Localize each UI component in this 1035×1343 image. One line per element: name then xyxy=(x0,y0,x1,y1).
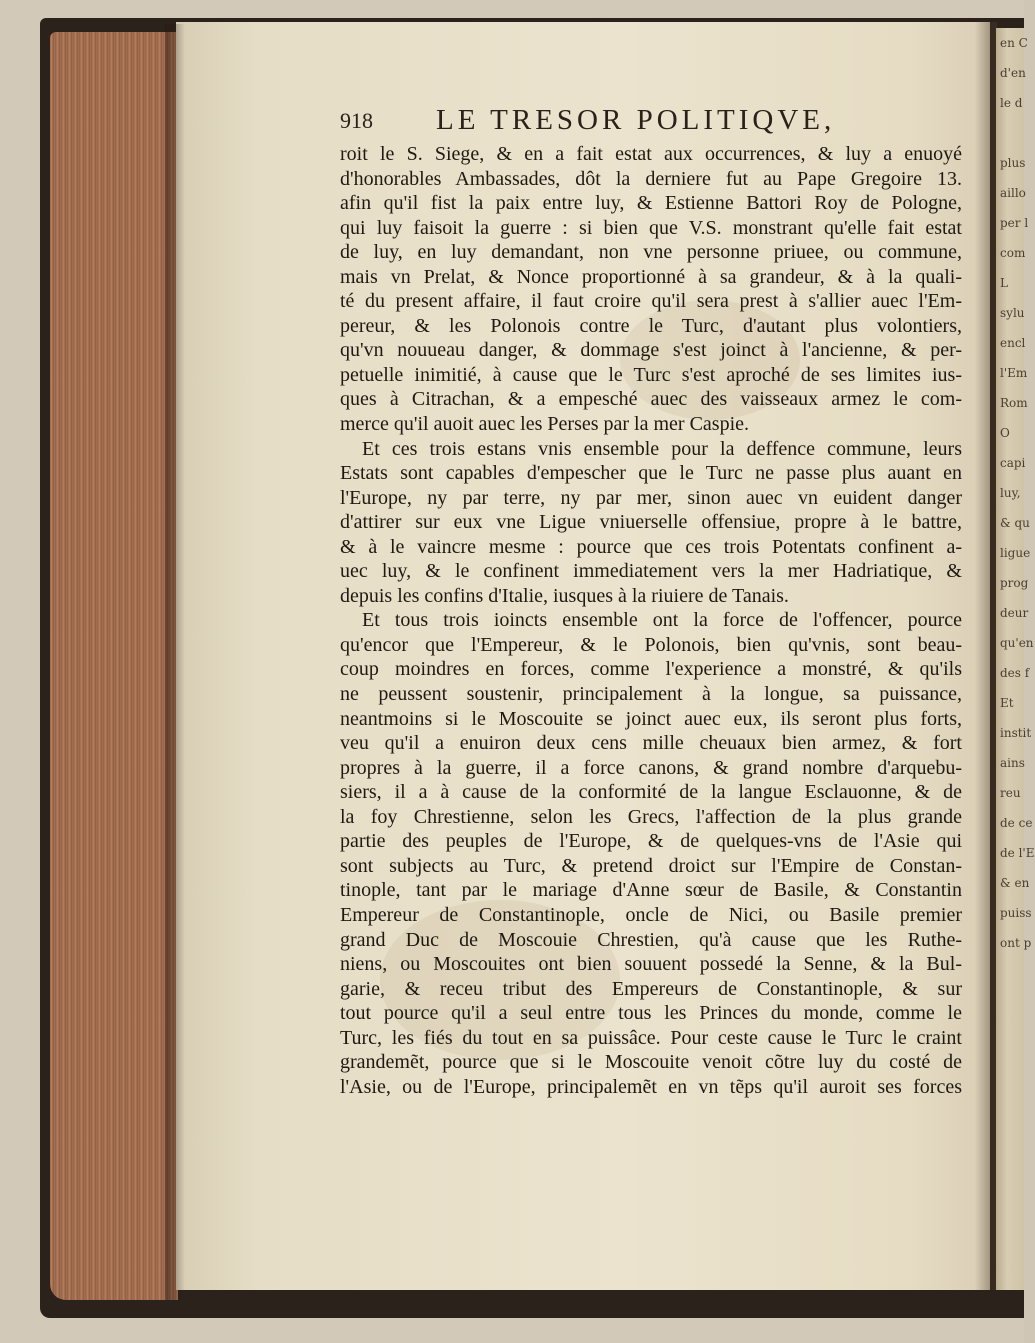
text-line: Estats sont capables d'empescher que le Turc ne passe plus auant en xyxy=(340,462,962,485)
text-line: grand Duc de Moscouie Chrestien, qu'à cause que les Ruthe- xyxy=(340,928,962,951)
text-line: niens, ou Moscouites ont bien souuent possedé la Senne, & la Bul- xyxy=(340,953,962,976)
adjacent-page-fragment: L xyxy=(1000,276,1008,290)
adjacent-page-fragment: d'en xyxy=(1000,66,1026,80)
text-line: merce qu'il auoit auec les Perses par la mer Caspie. xyxy=(340,413,750,436)
adjacent-page-strip xyxy=(996,28,1035,1290)
text-line: de luy, en luy demandant, non vne personne priuee, ou commune, xyxy=(340,241,962,264)
text-line: roit le S. Siege, & en a fait estat aux occurrences, & luy a enuoyé xyxy=(340,143,962,165)
adjacent-page-fragment: O xyxy=(1000,426,1010,440)
text-line: l'Europe, ny par terre, ny par mer, sinon auec vn euident danger xyxy=(340,486,962,509)
running-head: LE TRESOR POLITIQVE, xyxy=(436,104,836,136)
adjacent-page-fragment: Et xyxy=(1000,696,1014,710)
adjacent-page-fragment: ont p xyxy=(1000,936,1032,950)
adjacent-page-fragment: reu xyxy=(1000,786,1021,800)
adjacent-page-fragment: capi xyxy=(1000,456,1026,470)
text-line: & à le vaincre mesme : pource que ces trois Potentats confinent a- xyxy=(340,535,962,558)
adjacent-page-fragment: encl xyxy=(1000,336,1026,350)
text-line: d'honorables Ambassades, dôt la derniere fut au Pape Gregoire 13. xyxy=(340,167,962,190)
adjacent-page-fragment: en C xyxy=(1000,36,1028,50)
body-text xyxy=(340,142,962,1099)
text-line: ne peussent soustenir, principalement à la longue, sa puissance, xyxy=(340,683,962,706)
page-number: 918 xyxy=(340,108,373,133)
adjacent-page-fragment: instit xyxy=(1000,726,1032,740)
adjacent-page-fragment: l'Em xyxy=(1000,366,1028,380)
text-line: qu'encor que l'Empereur, & le Polonois, bien qu'vnis, sont beau- xyxy=(340,633,962,656)
adjacent-page-fragment: per l xyxy=(1000,216,1029,230)
page-block-edge xyxy=(50,32,178,1300)
text-line: uec luy, & le confinent immediatement vers la mer Hadriatique, & xyxy=(340,560,962,583)
text-line: veu qu'il a enuiron deux cens mille cheuaux bien armez, & fort xyxy=(340,732,962,755)
text-line: té du present affaire, il faut croire qu'il sera prest à s'allier auec l'Em- xyxy=(340,290,962,313)
page-gutter xyxy=(975,22,997,1290)
text-line: partie des peuples de l'Europe, & de quelques-vns de l'Asie qui xyxy=(340,830,962,853)
text-line: sont subjects au Turc, & pretend droict sur l'Empire de Constan- xyxy=(340,854,962,877)
text-line: pereur, & les Polonois contre le Turc, d'autant plus volontiers, xyxy=(340,314,962,337)
adjacent-page-fragment: deur xyxy=(1000,606,1029,620)
adjacent-page-fragment: puiss xyxy=(1000,906,1032,920)
text-line: l'Asie, ou de l'Europe, principalemẽt en vn tẽps qu'il auroit ses forces xyxy=(340,1075,962,1098)
adjacent-page-fragment: ains xyxy=(1000,756,1025,770)
text-line: qu'vn nouueau danger, & dommage s'est joinct à l'ancienne, & per- xyxy=(340,339,962,362)
text-line: d'attirer sur eux vne Ligue vniuerselle offensiue, propre à le battre, xyxy=(340,511,962,534)
text-line: petuelle inimitié, à cause que le Turc s'est aproché de ses limites ius- xyxy=(340,363,962,386)
text-line: ques à Citrachan, & a empesché auec des vaisseaux armez le com- xyxy=(340,388,962,411)
text-line: propres à la guerre, il a force canons, & grand nombre d'arquebu- xyxy=(340,756,962,779)
text-line: Turc, les fiés du tout en sa puissâce. Pour ceste cause le Turc le craint xyxy=(340,1026,962,1049)
adjacent-page-fragment: qu'en xyxy=(1000,636,1034,650)
text-line: depuis les confins d'Italie, iusques à la riuiere de Tanais. xyxy=(340,584,789,607)
adjacent-page-fragment: de l'E xyxy=(1000,846,1035,860)
adjacent-page-fragment: luy, xyxy=(1000,486,1021,500)
adjacent-page-fragment: prog xyxy=(1000,576,1029,590)
text-line: Et tous trois ioincts ensemble ont la force de l'offencer, pource xyxy=(362,609,962,632)
text-line: coup moindres en forces, comme l'experience a monstré, & qu'ils xyxy=(340,658,962,681)
text-line: garie, & receu tribut des Empereurs de Constantinople, & sur xyxy=(340,977,962,1000)
text-line: Et ces trois estans vnis ensemble pour la deffence commune, leurs xyxy=(362,437,962,460)
text-line: siers, il a à cause de la conformité de la langue Esclauonne, & de xyxy=(340,781,962,804)
page-header xyxy=(340,104,980,144)
adjacent-page-fragment: de ce xyxy=(1000,816,1033,830)
adjacent-page-fragment: ligue xyxy=(1000,546,1031,560)
text-line: tout pource qu'il a seul entre tous les Princes du monde, comme le xyxy=(340,1002,962,1025)
text-line: mais vn Prelat, & Nonce proportionné à sa grandeur, & à la quali- xyxy=(340,265,962,288)
text-line: Empereur de Constantinople, oncle de Nici, ou Basile premier xyxy=(340,903,962,926)
adjacent-page-fragment: le d xyxy=(1000,96,1023,110)
text-line: tinople, tant par le mariage d'Anne sœur de Basile, & Constantin xyxy=(340,879,962,902)
adjacent-page-fragment: des f xyxy=(1000,666,1030,680)
adjacent-page-fragment xyxy=(996,118,1024,148)
adjacent-page-fragment: plus xyxy=(1000,156,1026,170)
text-line: la foy Chrestienne, selon les Grecs, l'affection de la plus grande xyxy=(340,805,962,828)
adjacent-page-fragment: Rom xyxy=(1000,396,1028,410)
page-edge-shadow xyxy=(165,24,185,1300)
text-line: afin qu'il fist la paix entre luy, & Estienne Battori Roy de Pologne, xyxy=(340,192,962,215)
adjacent-page-fragment: aillo xyxy=(1000,186,1026,200)
adjacent-page-fragment: sylu xyxy=(1000,306,1025,320)
text-line: grandemẽt, pource que si le Moscouite venoit cõtre luy du costé de xyxy=(340,1051,962,1074)
text-line: neantmoins si le Moscouite se joinct auec eux, ils seront plus forts, xyxy=(340,707,962,730)
adjacent-page-fragment: com xyxy=(1000,246,1026,260)
adjacent-page-fragment: & qu xyxy=(1000,516,1030,530)
text-line: qui luy faisoit la guerre : si bien que V.S. monstrant qu'elle fait estat xyxy=(340,216,962,239)
adjacent-page-fragment: & en xyxy=(1000,876,1030,890)
